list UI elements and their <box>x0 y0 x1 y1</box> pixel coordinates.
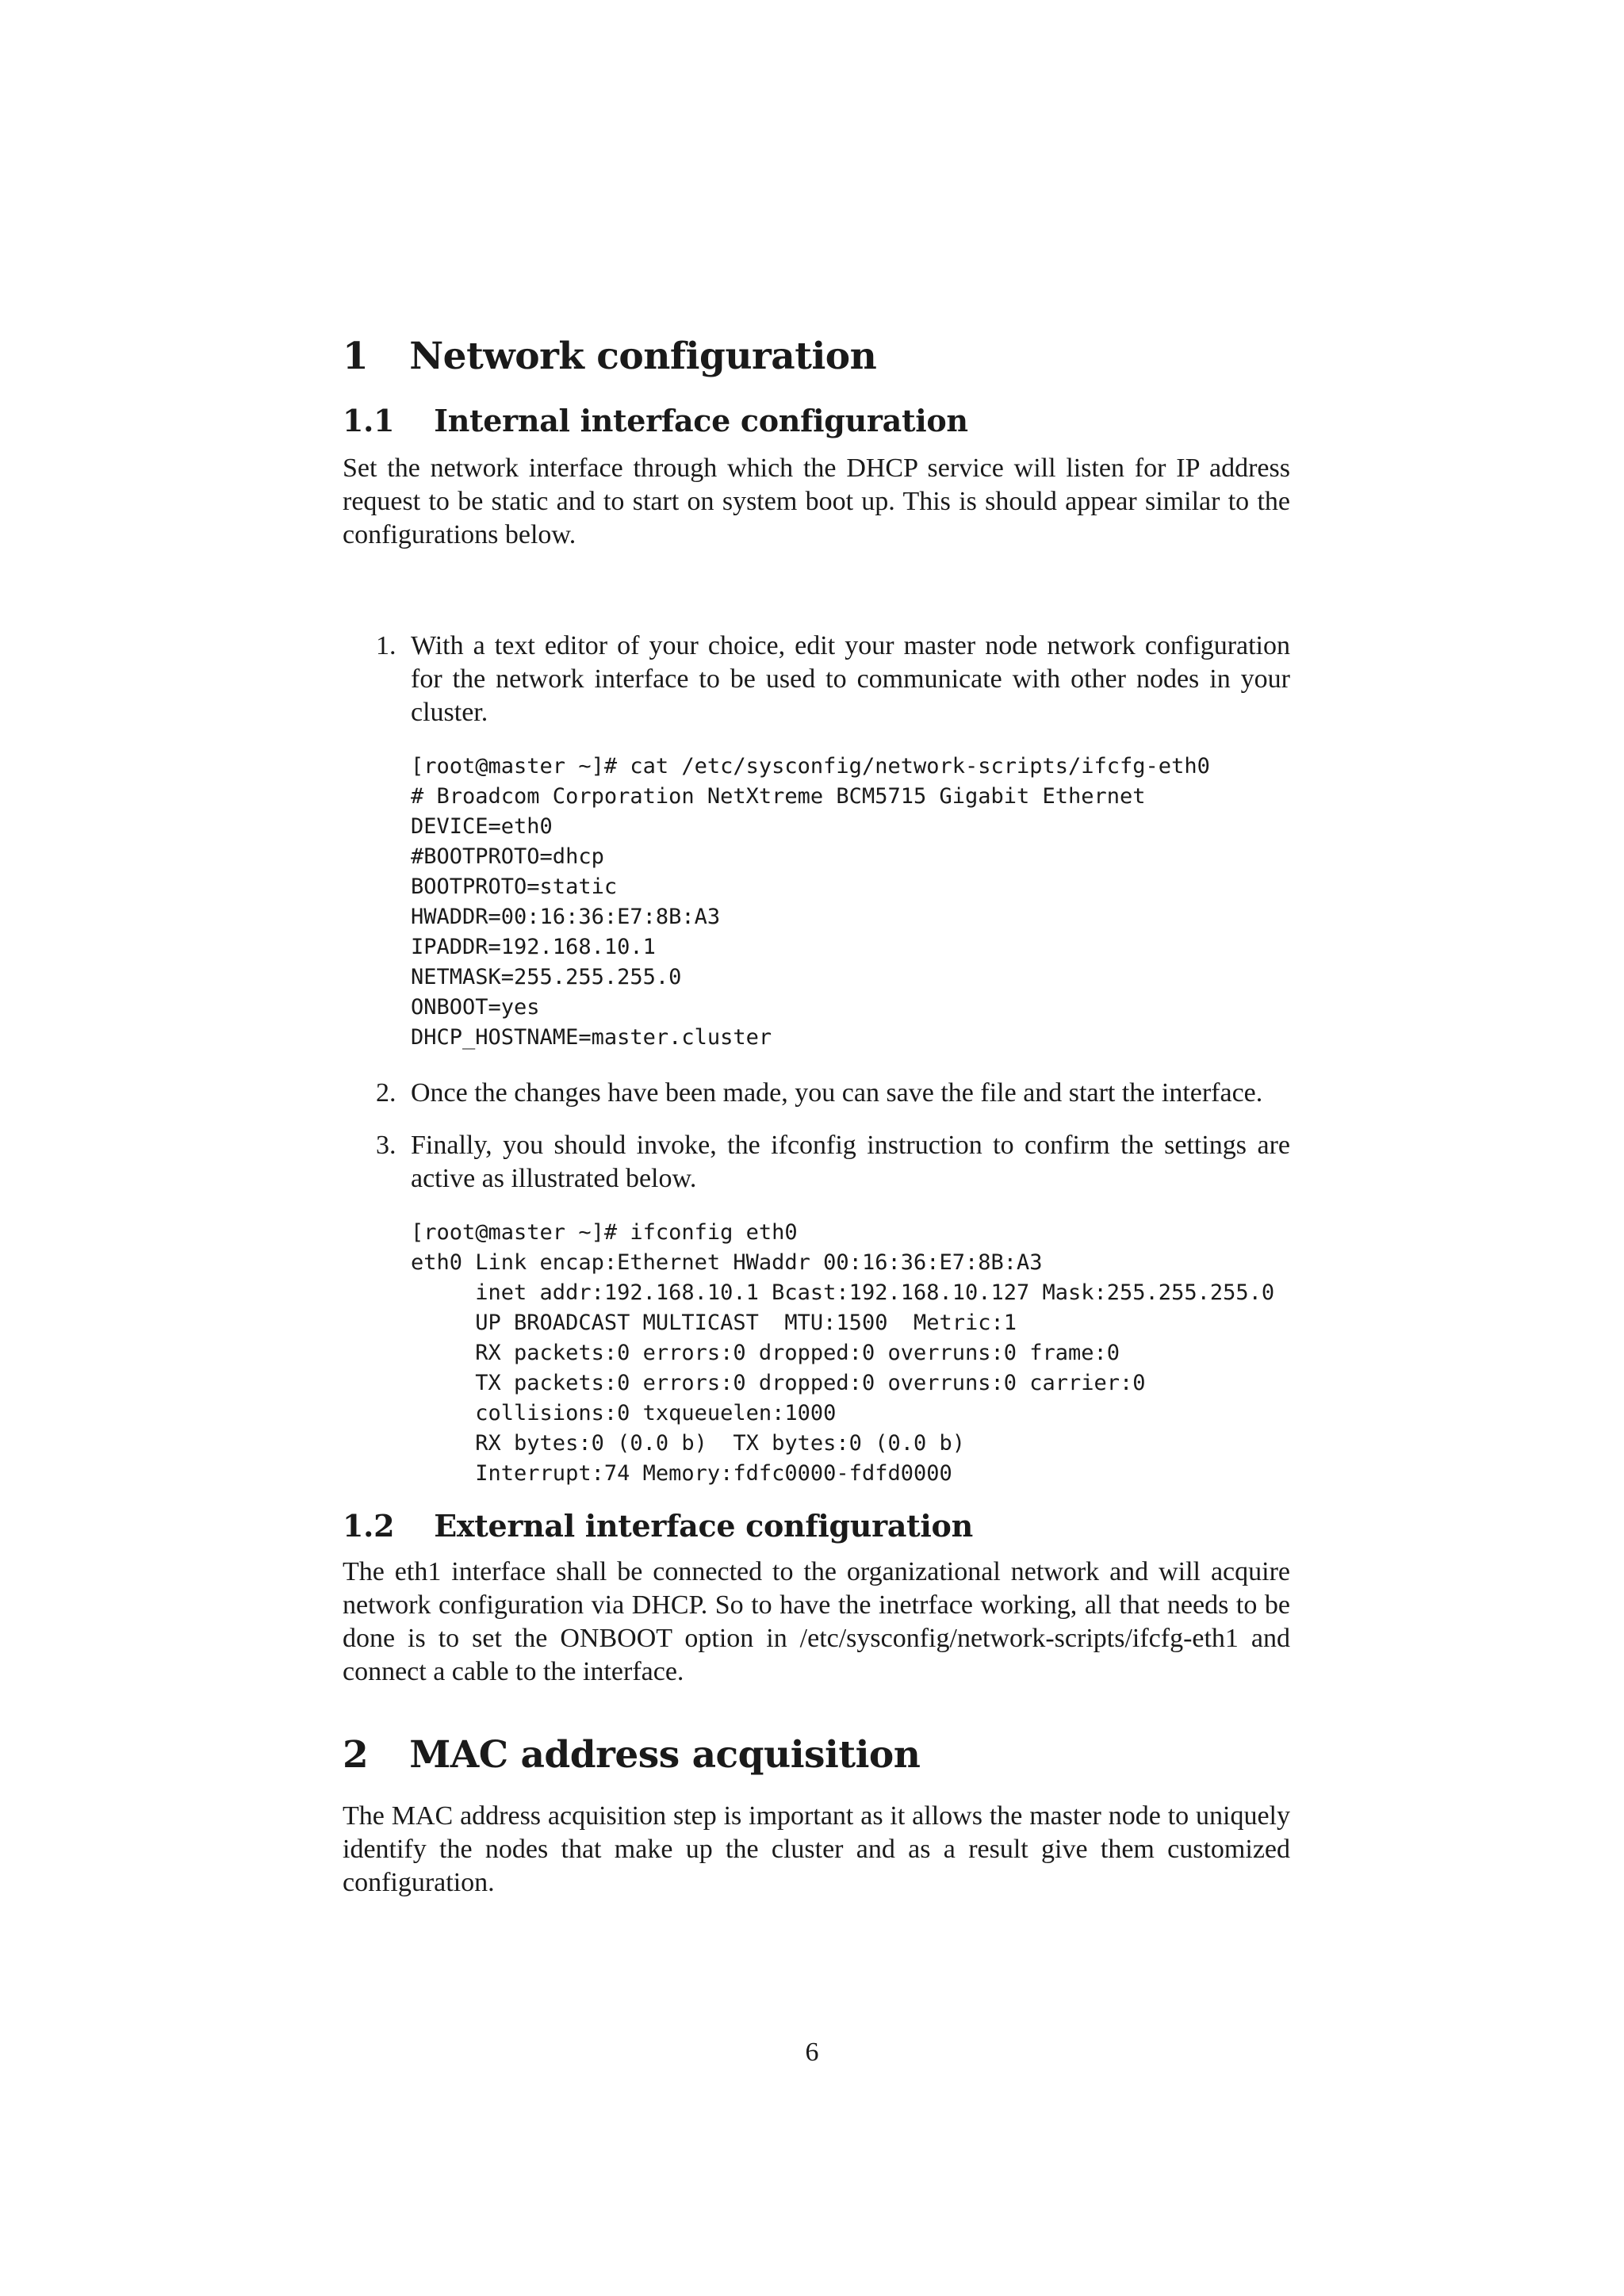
page-number: 6 <box>805 2038 819 2067</box>
step-text: With a text editor of your choice, edit your master node network configuration for the network interface to be used to communicate with other nodes in your cluster. <box>411 631 1290 727</box>
step-text: Once the changes have been made, you can save the file and start the interface. <box>411 1078 1263 1108</box>
section-number: 1 <box>343 335 369 378</box>
list-item <box>343 629 1290 1053</box>
list-number: 1. <box>376 631 396 660</box>
intro-paragraph: Set the network interface through which the DHCP service will listen for IP address request to be static and to start on system boot up. This is should appear similar to the configurations below. <box>343 453 1290 549</box>
subsection-title: External interface configuration <box>434 1508 973 1544</box>
subsection-heading <box>343 401 1290 441</box>
list-item <box>343 1129 1290 1489</box>
subsection-heading <box>343 1506 1290 1546</box>
section-title: Network configuration <box>409 335 877 378</box>
code-block: [root@master ~]# cat /etc/sysconfig/network-scripts/ifcfg-eth0 # Broadcom Corporation NetXtreme BCM5715 Gigabit Ethernet DEVICE=eth0 #BOOTPROTO=dhcp BOOTPROTO=static HWADDR=00:16:36:E7:8B:A3 IPADDR=192.168.10.1 NETMASK=255.255.255.0 ONBOOT=yes DHCP_HOSTNAME=master.cluster <box>411 754 1210 1050</box>
subsection-number: 1.2 <box>343 1508 395 1544</box>
document-page <box>343 333 1290 1900</box>
step-text: Finally, you should invoke, the ifconfig instruction to confirm the settings are active as illustrated below. <box>411 1131 1290 1193</box>
list-number: 2. <box>376 1078 396 1108</box>
code-block: [root@master ~]# ifconfig eth0 eth0 Link encap:Ethernet HWaddr 00:16:36:E7:8B:A3 inet addr:192.168.10.1 Bcast:192.168.10.127 Mask:255.255.255.0 UP BROADCAST MULTICAST MTU:1500 Metric:1 RX packets:0 errors:0 dropped:0 overruns:0 frame:0 TX packets:0 errors:0 dropped:0 overruns:0 carrier:0 collisions:0 txqueuelen:1000 RX bytes:0 (0.0 b) TX bytes:0 (0.0 b) Interrupt:74 Memory:fdfc0000-fdfd0000 <box>411 1220 1275 1486</box>
section-heading <box>343 1732 1290 1779</box>
section-heading <box>343 333 1290 381</box>
body-paragraph: The MAC address acquisition step is important as it allows the master node to uniquely identify the nodes that make up the cluster and as a result give them customized configuration. <box>343 1801 1290 1897</box>
body-paragraph: The eth1 interface shall be connected to the organizational network and will acquire network configuration via DHCP. So to have the inetrface working, all that needs to be done is to set the ONBOOT option in /etc/sysconfig/network-scripts/ifcfg-eth1 and connect a cable to the interface. <box>343 1557 1290 1686</box>
subsection-title: Internal interface configuration <box>434 403 968 438</box>
section-title: MAC address acquisition <box>409 1733 921 1777</box>
list-item <box>343 1077 1290 1110</box>
subsection-number: 1.1 <box>343 403 395 438</box>
steps-list <box>343 629 1290 1489</box>
list-number: 3. <box>376 1131 396 1160</box>
section-number: 2 <box>343 1733 369 1777</box>
